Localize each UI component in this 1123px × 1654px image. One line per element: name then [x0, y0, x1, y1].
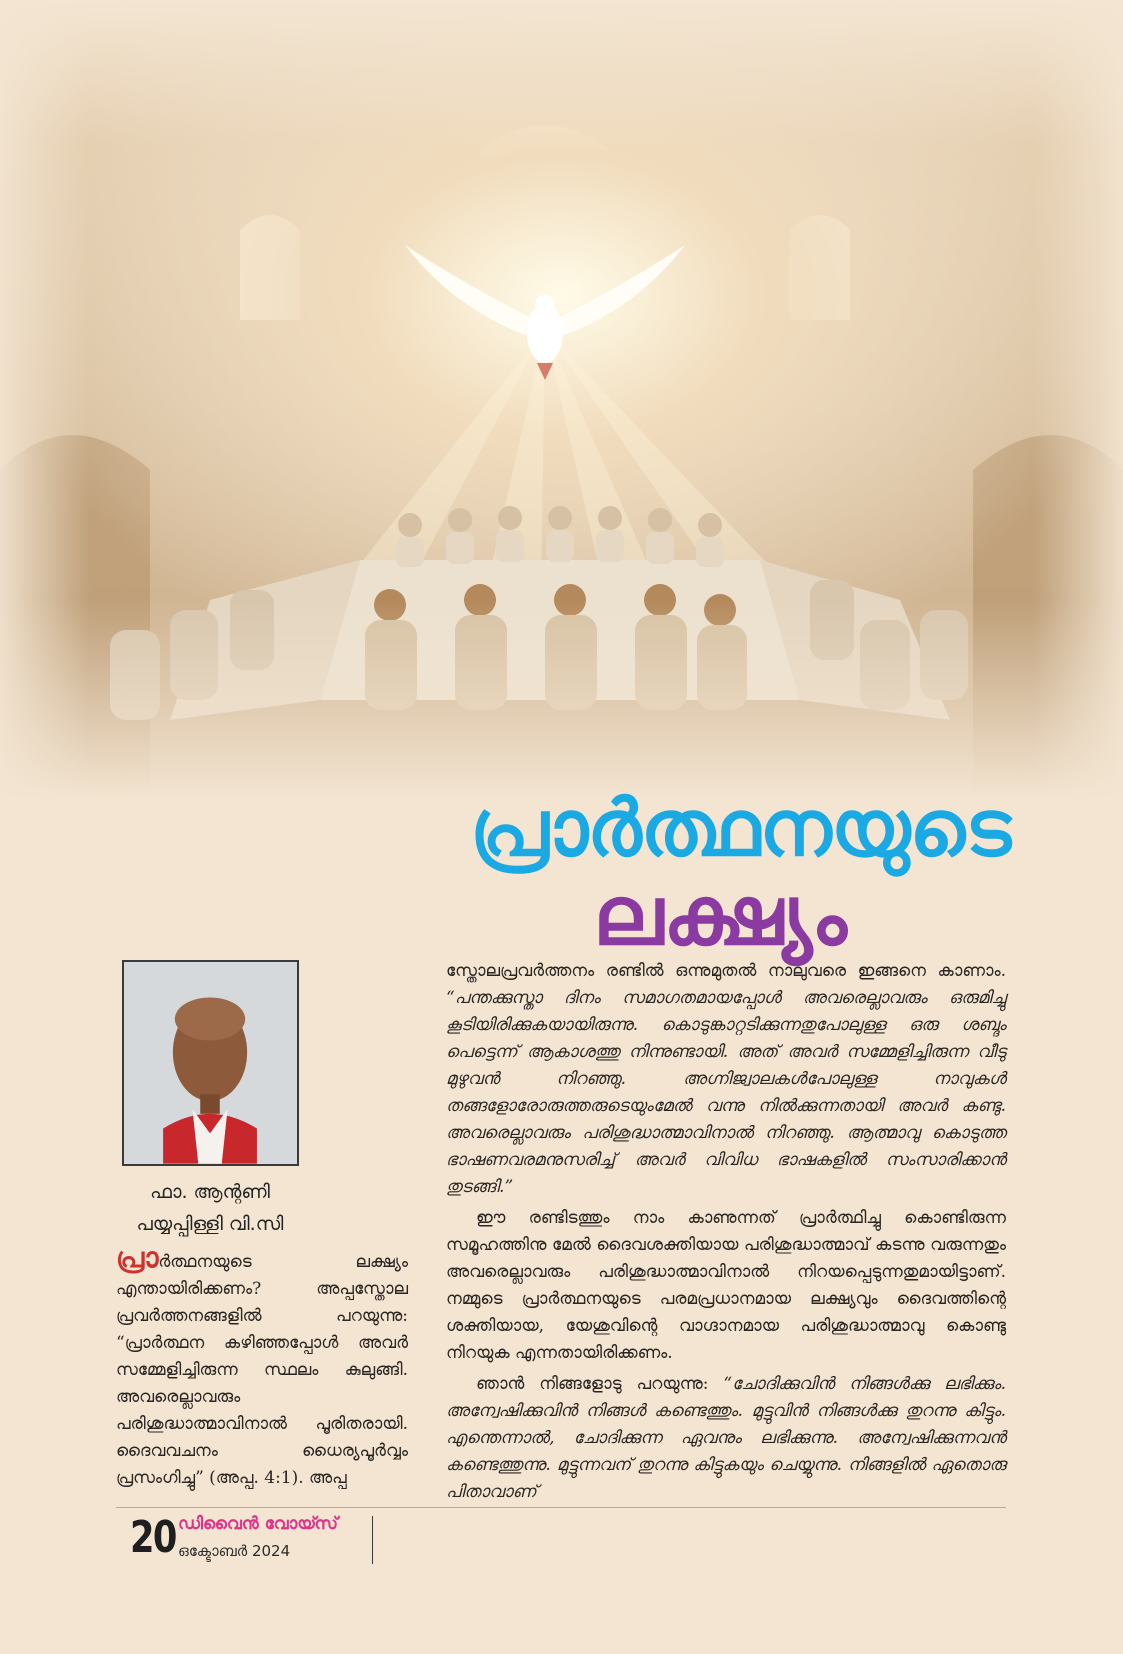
- holy-spirit-dove-upper-room-illustration-icon: [0, 0, 1123, 800]
- title-line-2: ലക്ഷ്യം: [593, 869, 847, 964]
- paragraph-3-quote: “ചോദിക്കുവിൻ നിങ്ങൾക്കു ലഭിക്കും. അന്വേഷിക്കുവിൻ നിങ്ങൾ കണ്ടെത്തും. മുട്ടുവിൻ നിങ്ങൾക്കു തുറന്നു കിട്ടും. എന്തെന്നാൽ, ചോദിക്കുന്ന ഏവനും ലഭിക്കുന്നു. അന്വേഷിക്കുന്നവൻ കണ്ടെത്തുന്നു. മുട്ടുന്നവന് തുറന്നു കിട്ടുകയും ചെയ്യുന്നു. നിങ്ങളിൽ ഏതൊരു പിതാവാണ്: [446, 1374, 1006, 1502]
- paragraph-1-plain: സ്തോലപ്രവർത്തനം രണ്ടിൽ ഒന്നുമുതൽ നാലുവരെ ഇങ്ങനെ കാണാം.: [446, 961, 1006, 981]
- paragraph-3-plain: ഞാൻ നിങ്ങളോടു പറയുന്നു:: [476, 1374, 709, 1394]
- dropcap: പ്രാ: [116, 1241, 159, 1274]
- author-photo: [122, 960, 299, 1166]
- author-name-line-2: പയ്യപ്പിള്ളി വി.സി: [136, 1213, 284, 1235]
- footer-divider: [372, 1516, 373, 1564]
- left-column: [116, 1241, 408, 1492]
- issue-date: ഒക്ടോബർ 2024: [178, 1542, 291, 1560]
- author-name-line-1: ഫാ. ആന്റണി: [150, 1181, 270, 1203]
- paragraph-1: [446, 958, 1006, 1201]
- author-portrait-icon: [124, 962, 297, 1164]
- hero-illustration: [0, 0, 1123, 800]
- magazine-name: ഡിവൈൻ വോയ്സ്: [178, 1514, 338, 1534]
- page-number: 20: [130, 1512, 176, 1563]
- title-line-1: പ്രാർത്ഥനയുടെ: [469, 784, 1011, 874]
- left-column-text: ർത്ഥനയുടെ ലക്ഷ്യം എന്തായിരിക്കണം? അപ്പസ്തോല പ്രവർത്തനങ്ങളിൽ പറയുന്നു: “പ്രാർത്ഥന കഴിഞ്ഞപ്പോൾ അവർ സമ്മേളിച്ചിരുന്ന സ്ഥലം കുലുങ്ങി. അവരെല്ലാവരും പരിശുദ്ധാത്മാവിനാൽ പൂരിതരായി. ദൈവവചനം ധൈര്യപൂർവ്വം പ്രസംഗിച്ചു” (അപ്പ. 4:1). അപ്പ: [116, 1252, 408, 1488]
- author-byline: [110, 1176, 310, 1240]
- paragraph-3: [446, 1371, 1006, 1506]
- article-title: [420, 784, 1060, 964]
- right-column: [446, 958, 1006, 1506]
- left-column-paragraph: [116, 1241, 408, 1492]
- paragraph-1-quote: “പന്തക്കുസ്താ ദിനം സമാഗതമായപ്പോൾ അവരെല്ലാവരും ഒരുമിച്ചു കൂടിയിരിക്കുകയായിരുന്നു. കൊടുങ്കാറ്റടിക്കുന്നതുപോലുള്ള ഒരു ശബ്ദം പെട്ടെന്ന് ആകാശത്തു നിന്നുണ്ടായി. അത് അവർ സമ്മേളിച്ചിരുന്ന വീടു മുഴുവൻ നിറഞ്ഞു. അഗ്നിജ്വാലകൾപോലുള്ള നാവുകൾ തങ്ങളോരോരുത്തരുടെയുംമേൽ വന്നു നിൽക്കുന്നതായി അവർ കണ്ടു. അവരെല്ലാവരും പരിശുദ്ധാത്മാവിനാൽ നിറഞ്ഞു. ആത്മാവു കൊടുത്ത ഭാഷണവരമനുസരിച്ച് അവർ വിവിധ ഭാഷകളിൽ സംസാരിക്കാൻ തുടങ്ങി.”: [446, 988, 1006, 1197]
- footer-rule: [116, 1507, 1006, 1508]
- paragraph-2: ഈ രണ്ടിടത്തും നാം കാണുന്നത് പ്രാർത്ഥിച്ചു കൊണ്ടിരുന്ന സമൂഹത്തിനു മേൽ ദൈവശക്തിയായ പരിശുദ്ധാത്മാവ് കടന്നു വരുന്നതും അവരെല്ലാവരും പരിശുദ്ധാത്മാവിനാൽ നിറയപ്പെടുന്നതുമായിട്ടാണ്. നമ്മുടെ പ്രാർത്ഥനയുടെ പരമപ്രധാനമായ ലക്ഷ്യവും ദൈവത്തിന്റെ ശക്തിയായ, യേശുവിന്റെ വാഗ്ദാനമായ പരിശുദ്ധാത്മാവു കൊണ്ടു നിറയുക എന്നതായിരിക്കണം.: [446, 1208, 1006, 1363]
